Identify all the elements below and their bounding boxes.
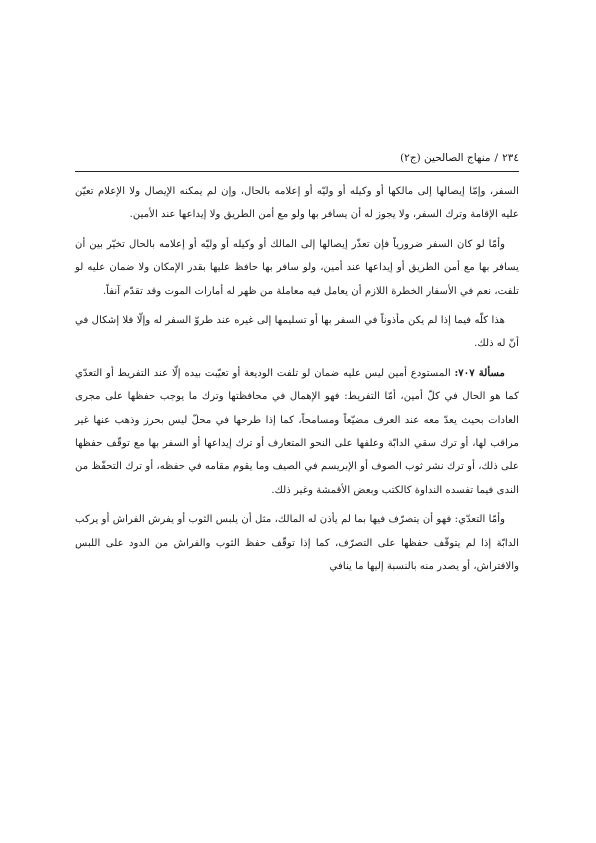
paragraph-5: وأمّا التعدّي: فهو أن يتصرّف فيها بما لم يأذن له المالك، مثل أن يلبس الثوب أو يفرش الفراش أو يركب الدابّة إذا لم يتوقّف حفظها على التصرّف، كما إذا توقّف حفظ الثوب والفراش من الدود على اللبس والافتراش، أو يصدر منه بالنسبة إليها ما ينافي [75, 514, 519, 573]
page-number: ٢٣٤ [502, 152, 519, 164]
book-page [75, 150, 519, 585]
header-separator: / [494, 152, 499, 164]
paragraph-2: وأمّا لو كان السفر ضرورياً فإن تعذّر إيصالها إلى المالك أو وكيله أو وليّه أو إعلامه بالحال تخيّر بين أن يسافر بها مع أمن الطريق أو إيداعها عند أمين، ولو سافر بها حافظ عليها بقدر الإمكان ولا ضمان عليه لو تلفت، نعم في الأسفار الخطرة اللازم أن يعامل فيه معاملة من ظهر له أمارات الموت وقد تقدّم آنفاً. [75, 238, 519, 297]
paragraph-1: السفر، وإمّا إيصالها إلى مالكها أو وكيله أو وليّه أو إعلامه بالحال، وإن لم يمكنه الإيصال ولا الإعلام تعيّن عليه الإقامة وترك السفر، ولا يجوز له أن يسافر بها ولو مع أمن الطريق ولا إيداعها عند الأمين. [75, 186, 519, 221]
issue-label: مسألة ٧٠٧: [454, 366, 505, 379]
paragraph-3: هذا كلّه فيما إذا لم يكن مأذوناً في السفر بها أو تسليمها إلى غيره عند طروّ السفر له وإلّا فلا إشكال في أنّ له ذلك. [75, 315, 519, 350]
book-title: منهاج الصالحين (ج٢) [400, 152, 491, 164]
paragraph-4-issue-707 [75, 362, 519, 502]
body-text [75, 180, 519, 579]
running-header [75, 150, 519, 172]
issue-text: المستودع أمين ليس عليه ضمان لو تلفت الوديعة أو تعيّبت بيده إلّا عند التفريط أو التعدّي كما هو الحال في كلّ أمين، أمّا التفريط: فهو الإهمال في محافظتها وترك ما يوجب حفظها على مجرى العادات بحيث يعدّ معه عند العرف مضيّعاً ومسامحاً، كما إذا طرحها في محلّ ليس بحرز وذهب عنها غير مراقب لها، أو ترك سقي الدابّة وعلفها على النحو المتعارف أو ترك إيداعها أو السفر بها مع توقّف حفظها على ذلك، أو ترك نشر ثوب الصوف أو الإبريسم في الصيف وما يقوم مقامه في حفظه، أو ترك التحفّظ من الندى فيما تفسده النداوة كالكتب وبعض الأقمشة وغير ذلك. [75, 367, 519, 496]
